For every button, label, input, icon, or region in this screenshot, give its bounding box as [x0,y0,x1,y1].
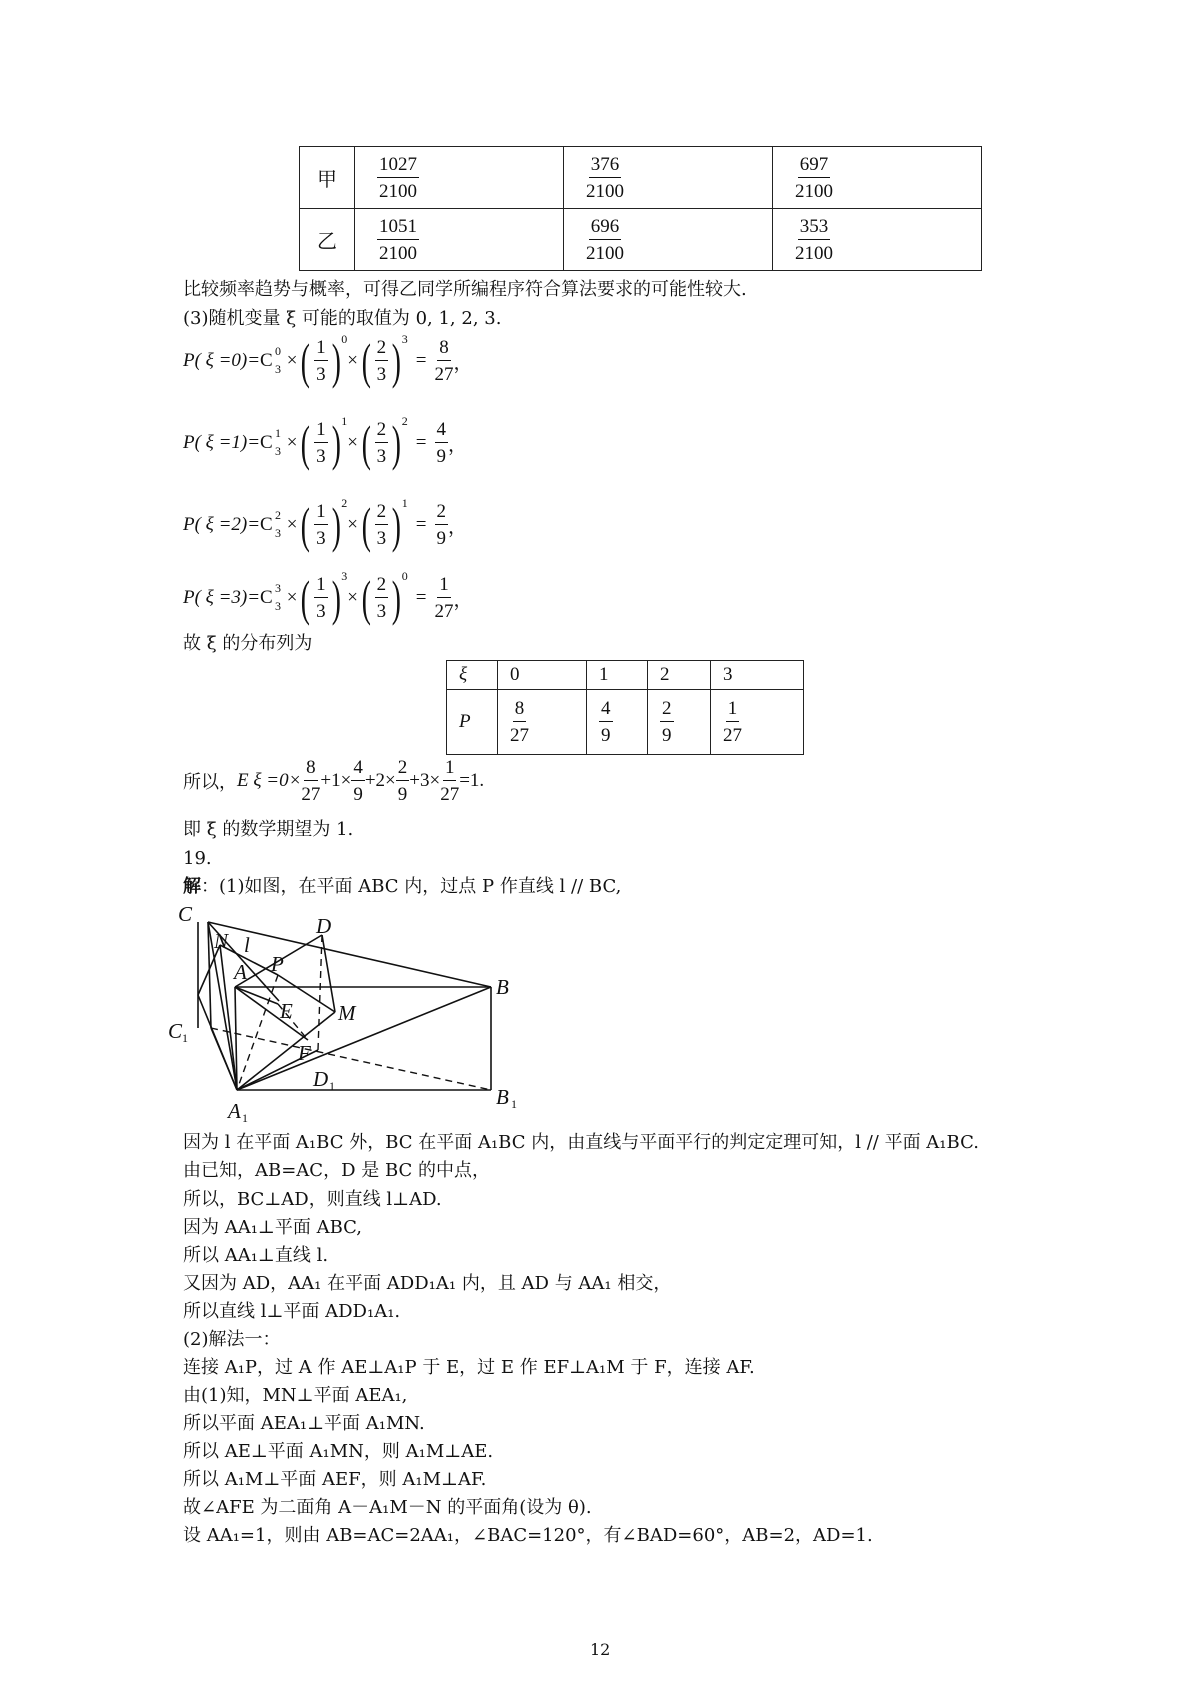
svg-text:1: 1 [242,1111,248,1125]
label-P: P [271,952,284,976]
edge-DD1 [318,935,322,1050]
fraction: $\frac{697}{2100}$ [795,153,833,202]
label-N: N [214,929,229,953]
proof-line: 故∠AFE 为二面角 A－A₁M－N 的平面角(设为 θ). [183,1497,592,1518]
label-C: C [178,902,193,926]
proof-line: 由(1)知，MN⊥平面 AEA₁, [183,1385,408,1406]
part3-intro: (3)随机变量 ξ 可能的取值为 0, 1, 2, 3. [183,308,502,329]
expectation-eq: 所以， E ξ =0× $\frac{8}{27}$ +1× $\frac{4}{9}$ +2× $\frac{2}{9}$ +3× $\frac{1}{27}$ =1. [183,757,485,805]
proof-line: 设 AA₁=1，则由 AB=AC=2AA₁，∠BAC=120°，有∠BAD=60°，AB=2，AD=1. [183,1525,873,1546]
prob-eq-2: P( ξ =2)= C 2 3 × ( 1 3 ) 2 × ( 2 3 ) 1 = $\frac{2}{9}$ ， [183,495,468,553]
edge-AF [235,987,308,1040]
solution-line-1: 解：(1)如图，在平面 ABC 内，过点 P 作直线 l // BC, [183,876,622,897]
fraction: $\frac{696}{2100}$ [586,215,624,264]
label-A1: A [228,1099,241,1123]
fraction: $\frac{376}{2100}$ [586,153,624,202]
fraction: $\frac{1051}{2100}$ [379,215,417,264]
label-M: M [338,1001,356,1025]
svg-text:1: 1 [329,1079,335,1093]
prob-eq-3: P( ξ =3)= C 3 3 × ( 1 3 ) 3 × ( 2 3 ) 0 = $\frac{1}{27}$ ， [183,568,473,626]
proof-line: 又因为 AD，AA₁ 在平面 ADD₁A₁ 内，且 AD 与 AA₁ 相交， [183,1273,672,1294]
geometry-figure [168,900,518,1125]
label-B1: B [496,1085,509,1109]
proof-line: 因为 AA₁⊥平面 ABC, [183,1217,362,1238]
row-label: 甲 [300,147,355,209]
svg-text:1: 1 [182,1031,188,1045]
table-row: P $\frac{8}{27}$ $\frac{4}{9}$ $\frac{2}{9}$ $\frac{1}{27}$ [447,690,804,755]
label-F: F [298,1041,311,1065]
label-C1: C [168,1019,183,1043]
edge-DM [322,935,335,1012]
label-D: D [316,914,332,938]
proof-line: 连接 A₁P，过 A 作 AE⊥A₁P 于 E，过 E 作 EF⊥A₁M 于 F，连接 AF. [183,1357,755,1378]
svg-text:1: 1 [511,1097,517,1111]
table-row [300,147,982,209]
label-E: E [280,999,293,1023]
fraction: $\frac{1027}{2100}$ [379,153,417,202]
expectation-conclusion: 即 ξ 的数学期望为 1. [183,819,354,840]
proof-line: 所以 AE⊥平面 A₁MN，则 A₁M⊥AE. [183,1441,494,1462]
proof-line: (2)解法一： [183,1329,281,1350]
distribution-table [446,660,804,755]
label-l: l [244,933,250,957]
label-D1: D [313,1067,329,1091]
proof-line: 所以 AA₁⊥直线 l. [183,1245,329,1266]
fraction: $\frac{353}{2100}$ [795,215,833,264]
proof-line: 因为 l 在平面 A₁BC 外，BC 在平面 A₁BC 内，由直线与平面平行的判定定理可知，l // 平面 A₁BC. [183,1132,979,1153]
edge-C1B1 [211,1028,491,1090]
edge-AE [235,987,278,1004]
distribution-intro: 故 ξ 的分布列为 [183,633,313,654]
proof-line: 由已知，AB=AC，D 是 BC 的中点， [183,1160,491,1181]
table-row: ξ 0 1 2 3 [447,661,804,690]
proof-line: 所以 A₁M⊥平面 AEF，则 A₁M⊥AF. [183,1469,487,1490]
page-number: 12 [590,1640,611,1659]
label-B: B [496,975,509,999]
row-label: 乙 [300,209,355,271]
table-row [300,209,982,271]
question-number: 19. [183,848,212,869]
label-A: A [234,960,247,984]
proof-line: 所以平面 AEA₁⊥平面 A₁MN. [183,1413,425,1434]
proof-line: 所以直线 l⊥平面 ADD₁A₁. [183,1301,401,1322]
proof-line: 所以，BC⊥AD，则直线 l⊥AD. [183,1189,442,1210]
prob-eq-0: P( ξ =0)= C 0 3 × ( 1 3 ) 0 × ( 2 3 ) 3 = $\frac{8}{27}$ ， [183,331,473,389]
compare-text: 比较频率趋势与概率，可得乙同学所编程序符合算法要求的可能性较大. [183,279,747,300]
prob-eq-1: P( ξ =1)= C 1 3 × ( 1 3 ) 1 × ( 2 3 ) 2 = $\frac{4}{9}$ ， [183,413,468,471]
frequency-table [299,146,982,271]
